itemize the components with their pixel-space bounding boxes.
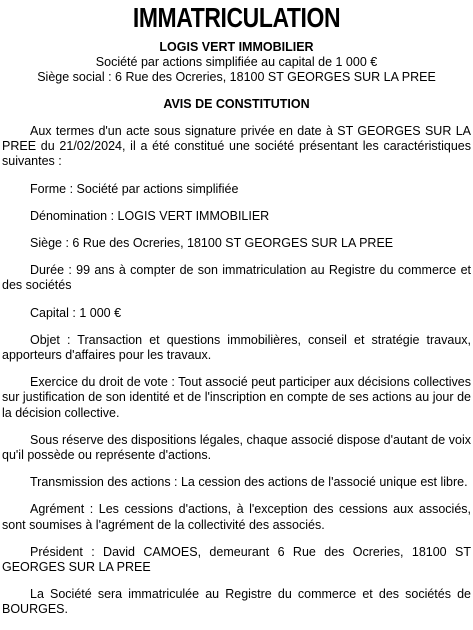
rubric-heading: IMMATRICULATION — [132, 2, 341, 33]
company-name: LOGIS VERT IMMOBILIER — [159, 40, 314, 54]
capital-paragraph: Capital : 1 000 € — [30, 305, 122, 320]
intro-paragraph: Aux termes d'un acte sous signature privée en date à ST GEORGES SUR LA PREE du 21/02/2024, il a été constitué une société présentant les caractéristiques suivantes : — [2, 124, 471, 169]
head-office: Siège social : 6 Rue des Ocreries, 18100 ST GEORGES SUR LA PREE — [37, 70, 436, 84]
duree-paragraph: Durée : 99 ans à compter de son immatriculation au Registre du commerce et des sociétés — [2, 263, 471, 293]
president-paragraph: Président : David CAMOES, demeurant 6 Rue des Ocreries, 18100 ST GEORGES SUR LA PREE — [2, 544, 471, 575]
vote-paragraph: Exercice du droit de vote : Tout associé peut participer aux décisions collectives sur justification de son identité et de l'inscription en compte de ses actions au jour de la décision collective. — [2, 375, 471, 420]
notice-title: AVIS DE CONSTITUTION — [163, 97, 310, 111]
denomination-paragraph: Dénomination : LOGIS VERT IMMOBILIER — [30, 208, 270, 223]
transmission-paragraph: Transmission des actions : La cession des actions de l'associé unique est libre. — [30, 475, 468, 490]
company-form: Société par actions simplifiée au capital de 1 000 € — [95, 55, 378, 69]
forme-paragraph: Forme : Société par actions simplifiée — [30, 181, 239, 196]
immatriculation-paragraph: La Société sera immatriculée au Registre du commerce et des sociétés de BOURGES. — [2, 587, 471, 617]
reserve-paragraph: Sous réserve des dispositions légales, chaque associé dispose d'autant de voix qu'il possède ou représente d'actions. — [2, 432, 471, 463]
siege-paragraph: Siège : 6 Rue des Ocreries, 18100 ST GEORGES SUR LA PREE — [30, 236, 394, 251]
agrement-paragraph: Agrément : Les cessions d'actions, à l'exception des cessions aux associés, sont soumises à l'agrément de la collectivité des associés. — [2, 502, 471, 532]
objet-paragraph: Objet : Transaction et questions immobilières, conseil et stratégie travaux, apporteurs d'affaires pour les travaux. — [2, 332, 471, 363]
